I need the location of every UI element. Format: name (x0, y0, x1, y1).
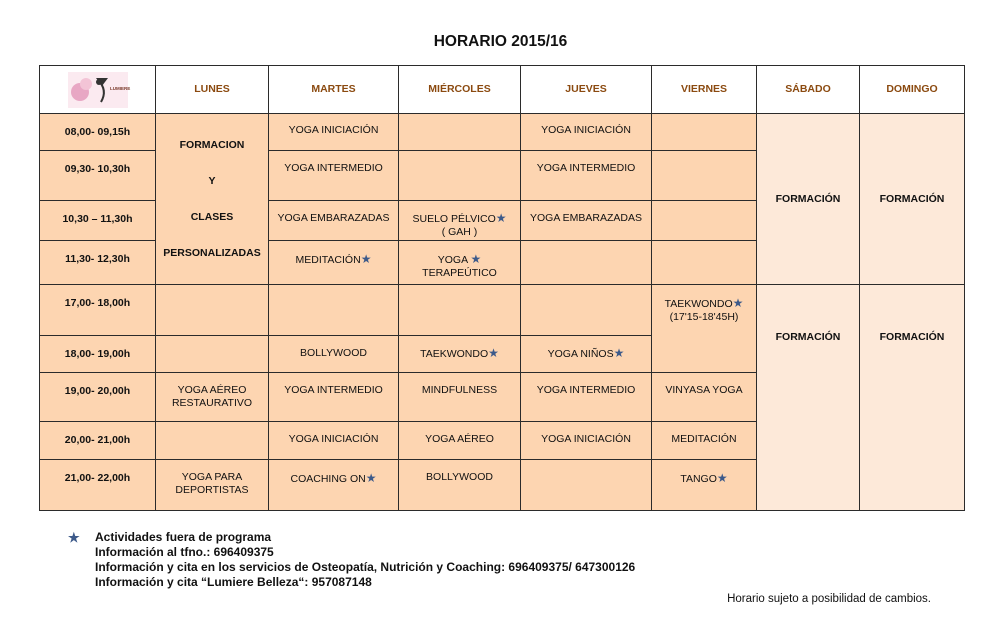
time-slot: 20,00- 21,00h (40, 422, 156, 460)
day-sabado: SÁBADO (757, 66, 860, 114)
sabado-evening-cell: FORMACIÓN (757, 285, 860, 511)
lunes-morning-line: FORMACION (179, 139, 245, 151)
class-cell: VINYASA YOGA (652, 373, 757, 422)
page-title: HORARIO 2015/16 (433, 33, 568, 50)
class-cell: MEDITACIÓN (652, 422, 757, 460)
class-cell (521, 285, 652, 336)
footer-line: Información al tfno.: 696409375 (95, 545, 274, 559)
footer-line: Información y cita “Lumiere Belleza“: 957087148 (95, 575, 372, 589)
time-slot: 21,00- 22,00h (40, 460, 156, 511)
class-cell (652, 241, 757, 285)
day-viernes: VIERNES (652, 66, 757, 114)
star-icon: ★ (68, 530, 80, 545)
class-cell: YOGA INICIACIÓN (521, 114, 652, 151)
class-cell: BOLLYWOOD (269, 336, 399, 373)
class-note: (17'15-18'45H) (669, 311, 739, 323)
day-miercoles: MIÉRCOLES (399, 66, 521, 114)
class-cell (652, 201, 757, 241)
day-domingo: DOMINGO (860, 66, 965, 114)
class-cell (399, 241, 521, 285)
class-note: ( GAH ) (441, 226, 478, 238)
class-cell (399, 285, 521, 336)
time-slot: 09,30- 10,30h (40, 151, 156, 201)
star-icon: ★ (613, 346, 625, 360)
class-cell: YOGA AÉREO (399, 422, 521, 460)
class-cell: YOGA EMBARAZADAS (269, 201, 399, 241)
star-icon: ★ (732, 296, 744, 310)
class-cell (652, 460, 757, 511)
class-cell (521, 336, 652, 373)
class-name: TANGO (680, 473, 717, 485)
day-jueves: JUEVES (521, 66, 652, 114)
class-cell: YOGA EMBARAZADAS (521, 201, 652, 241)
class-cell (399, 336, 521, 373)
time-slot: 08,00- 09,15h (40, 114, 156, 151)
class-name: YOGA (437, 254, 468, 266)
star-icon: ★ (365, 471, 377, 485)
class-cell (156, 373, 269, 422)
sabado-morning-cell: FORMACIÓN (757, 114, 860, 285)
class-name: YOGA NIÑOS (547, 348, 614, 360)
star-icon: ★ (360, 252, 372, 266)
class-cell (269, 285, 399, 336)
class-name: MEDITACIÓN (295, 254, 361, 266)
class-cell (156, 336, 269, 373)
class-cell: BOLLYWOOD (399, 460, 521, 511)
domingo-evening-cell: FORMACIÓN (860, 285, 965, 511)
logo-text: LUMIERE (109, 85, 130, 91)
logo-cell (40, 66, 156, 114)
class-name: COACHING ON (290, 473, 366, 485)
class-cell (269, 460, 399, 511)
footer-line: Información y cita en los servicios de Osteopatía, Nutrición y Coaching: 696409375/ 647300126 (95, 560, 636, 574)
class-cell (156, 285, 269, 336)
star-icon: ★ (470, 252, 482, 266)
logo-icon (68, 72, 128, 108)
class-cell: MINDFULNESS (399, 373, 521, 422)
class-cell: YOGA INTERMEDIO (269, 151, 399, 201)
class-cell (399, 114, 521, 151)
star-icon: ★ (495, 211, 507, 225)
lunes-morning-line: CLASES (190, 211, 234, 223)
time-slot: 18,00- 19,00h (40, 336, 156, 373)
class-cell (652, 151, 757, 201)
class-cell: YOGA INTERMEDIO (269, 373, 399, 422)
day-martes: MARTES (269, 66, 399, 114)
class-cell (156, 460, 269, 511)
class-cell: YOGA INICIACIÓN (521, 422, 652, 460)
time-slot: 17,00- 18,00h (40, 285, 156, 336)
class-name-line2: RESTAURATIVO (171, 397, 253, 409)
class-name: YOGA PARA (181, 471, 243, 483)
class-cell (521, 241, 652, 285)
table-row (40, 114, 965, 151)
class-cell: YOGA INTERMEDIO (521, 151, 652, 201)
class-name-line2: TERAPEÚTICO (422, 267, 497, 279)
disclaimer-note: Horario sujeto a posibilidad de cambios. (727, 593, 931, 605)
time-slot: 11,30- 12,30h (40, 241, 156, 285)
class-name: TAEKWONDO (664, 298, 733, 310)
day-lunes: LUNES (156, 66, 269, 114)
domingo-morning-cell: FORMACIÓN (860, 114, 965, 285)
class-cell (521, 460, 652, 511)
lunes-morning-line: PERSONALIZADAS (163, 247, 261, 259)
star-icon: ★ (488, 346, 499, 360)
class-name: TAEKWONDO (420, 348, 489, 360)
table-row (40, 285, 965, 336)
lunes-morning-cell (156, 114, 269, 285)
class-cell (269, 241, 399, 285)
class-cell (652, 114, 757, 151)
class-name-line2: DEPORTISTAS (175, 484, 249, 496)
class-name: YOGA AÉREO (177, 384, 247, 396)
class-name: SUELO PÉLVICO (412, 213, 496, 225)
footer-line: Actividades fuera de programa (95, 530, 272, 544)
lunes-morning-line: Y (208, 175, 216, 187)
class-cell (399, 151, 521, 201)
class-cell (156, 422, 269, 460)
class-cell: YOGA INTERMEDIO (521, 373, 652, 422)
header-row (40, 66, 965, 114)
class-cell: YOGA INICIACIÓN (269, 422, 399, 460)
star-icon: ★ (716, 471, 728, 485)
time-slot: 10,30 – 11,30h (40, 201, 156, 241)
footer-info (68, 530, 635, 590)
schedule-table (39, 65, 965, 511)
class-cell: YOGA INICIACIÓN (269, 114, 399, 151)
class-cell (652, 285, 757, 373)
class-cell (399, 201, 521, 241)
time-slot: 19,00- 20,00h (40, 373, 156, 422)
